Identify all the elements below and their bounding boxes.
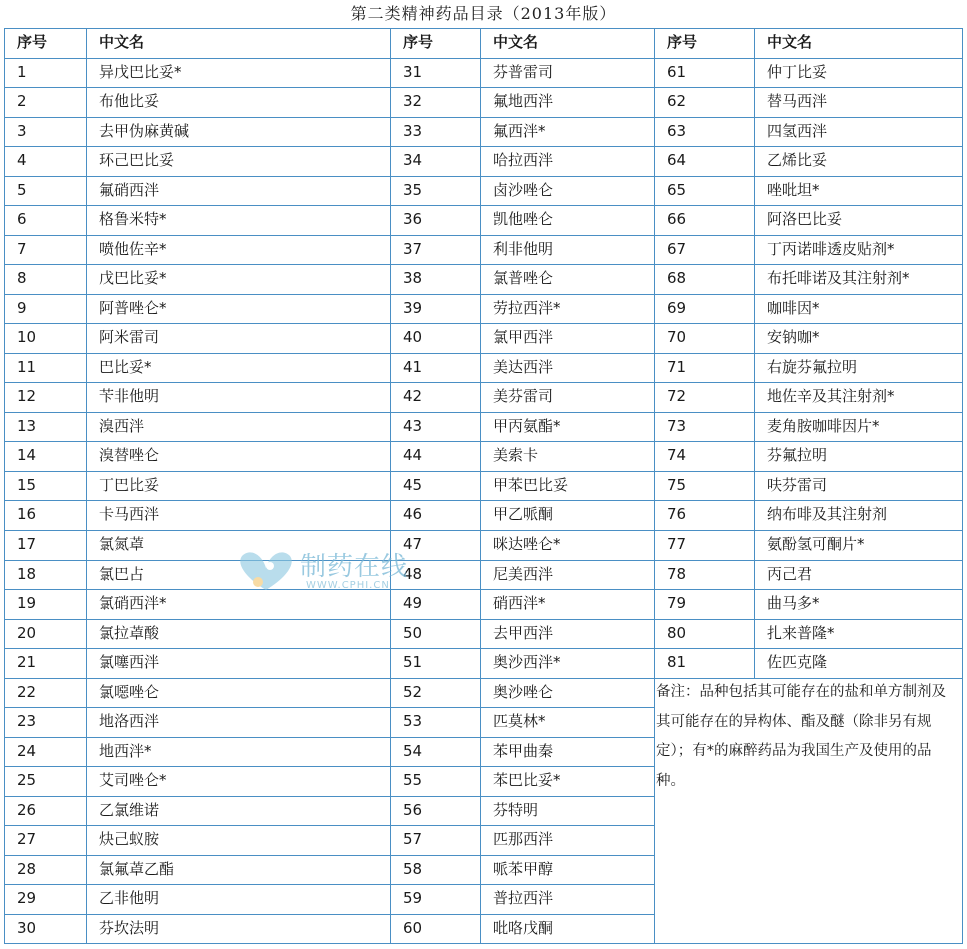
row-serial: 65: [667, 181, 687, 199]
row-serial: 6: [17, 210, 27, 228]
row-drug-name: 炔己蚁胺: [99, 830, 160, 848]
row-drug-name: 美索卡: [493, 446, 539, 464]
row-drug-name: 地洛西泮: [99, 712, 160, 730]
row-drug-name: 氟西泮*: [493, 122, 546, 140]
row-drug-name: 芬普雷司: [493, 63, 554, 81]
row-serial: 32: [403, 92, 423, 110]
row-serial: 76: [667, 505, 687, 523]
row-serial: 69: [667, 299, 687, 317]
row-drug-name: 甲乙哌酮: [493, 505, 554, 523]
row-drug-name: 格鲁米特*: [99, 210, 167, 228]
row-drug-name: 苄非他明: [99, 387, 160, 405]
grid-vline: [86, 28, 87, 944]
row-drug-name: 地佐辛及其注射剂*: [767, 387, 895, 405]
row-serial: 64: [667, 151, 687, 169]
row-serial: 12: [17, 387, 37, 405]
row-serial: 16: [17, 505, 37, 523]
row-drug-name: 纳布啡及其注射剂: [767, 505, 888, 523]
row-serial: 15: [17, 476, 37, 494]
row-drug-name: 仲丁比妥: [767, 63, 828, 81]
row-drug-name: 甲苯巴比妥: [493, 476, 569, 494]
row-serial: 39: [403, 299, 423, 317]
row-serial: 63: [667, 122, 687, 140]
row-drug-name: 阿普唑仑*: [99, 299, 167, 317]
watermark-url: WWW.CPHI.CN: [306, 580, 390, 591]
row-drug-name: 乙非他明: [99, 889, 160, 907]
row-drug-name: 氨酚氢可酮片*: [767, 535, 865, 553]
row-drug-name: 麦角胺咖啡因片*: [767, 417, 880, 435]
row-serial: 66: [667, 210, 687, 228]
row-drug-name: 哌苯甲醇: [493, 860, 554, 878]
watermark-logo-icon: [236, 546, 296, 594]
row-serial: 51: [403, 653, 423, 671]
row-serial: 59: [403, 889, 423, 907]
row-serial: 79: [667, 594, 687, 612]
row-drug-name: 阿米雷司: [99, 328, 160, 346]
row-serial: 44: [403, 446, 423, 464]
row-drug-name: 氯噻西泮: [99, 653, 160, 671]
row-drug-name: 氯巴占: [99, 565, 145, 583]
row-drug-name: 匹莫林*: [493, 712, 546, 730]
row-serial: 18: [17, 565, 37, 583]
row-serial: 33: [403, 122, 423, 140]
row-drug-name: 美达西泮: [493, 358, 554, 376]
row-serial: 30: [17, 919, 37, 937]
row-serial: 5: [17, 181, 27, 199]
row-serial: 40: [403, 328, 423, 346]
row-drug-name: 甲丙氨酯*: [493, 417, 561, 435]
grid-vline: [390, 28, 391, 944]
grid-vline: [962, 28, 963, 944]
grid-hline: [4, 943, 963, 944]
row-serial: 7: [17, 240, 27, 258]
row-drug-name: 呋芬雷司: [767, 476, 828, 494]
row-serial: 46: [403, 505, 423, 523]
row-serial: 29: [17, 889, 37, 907]
row-drug-name: 硝西泮*: [493, 594, 546, 612]
row-drug-name: 异戊巴比妥*: [99, 63, 182, 81]
row-drug-name: 普拉西泮: [493, 889, 554, 907]
row-serial: 21: [17, 653, 37, 671]
header-name: 中文名: [493, 33, 539, 51]
row-drug-name: 曲马多*: [767, 594, 820, 612]
row-serial: 4: [17, 151, 27, 169]
row-serial: 62: [667, 92, 687, 110]
row-serial: 37: [403, 240, 423, 258]
row-drug-name: 咪达唑仑*: [493, 535, 561, 553]
watermark-name: 制药在线: [300, 552, 409, 582]
row-drug-name: 苯甲曲秦: [493, 742, 554, 760]
row-serial: 54: [403, 742, 423, 760]
row-serial: 78: [667, 565, 687, 583]
row-serial: 17: [17, 535, 37, 553]
row-drug-name: 右旋芬氟拉明: [767, 358, 858, 376]
row-serial: 55: [403, 771, 423, 789]
row-serial: 49: [403, 594, 423, 612]
row-serial: 48: [403, 565, 423, 583]
grid-vline: [480, 28, 481, 944]
row-drug-name: 唑吡坦*: [767, 181, 820, 199]
row-drug-name: 喷他佐辛*: [99, 240, 167, 258]
row-serial: 23: [17, 712, 37, 730]
row-drug-name: 苯巴比妥*: [493, 771, 561, 789]
header-serial: 序号: [403, 33, 434, 51]
row-serial: 9: [17, 299, 27, 317]
row-drug-name: 咖啡因*: [767, 299, 820, 317]
grid-vline: [754, 28, 755, 679]
row-drug-name: 地西泮*: [99, 742, 152, 760]
row-serial: 27: [17, 830, 37, 848]
row-drug-name: 巴比妥*: [99, 358, 152, 376]
row-drug-name: 环己巴比妥: [99, 151, 175, 169]
table-note: 备注：品种包括其可能存在的盐和单方制剂及其可能存在的异构体、酯及醚（除非另有规定）；有*的麻醉药品为我国生产及使用的品种。: [656, 684, 946, 789]
row-drug-name: 卡马西泮: [99, 505, 160, 523]
row-drug-name: 艾司唑仑*: [99, 771, 167, 789]
row-drug-name: 芬特明: [493, 801, 539, 819]
row-drug-name: 哈拉西泮: [493, 151, 554, 169]
row-serial: 73: [667, 417, 687, 435]
row-drug-name: 戊巴比妥*: [99, 269, 167, 287]
row-drug-name: 四氢西泮: [767, 122, 828, 140]
row-serial: 75: [667, 476, 687, 494]
row-drug-name: 氯普唑仑: [493, 269, 554, 287]
row-serial: 72: [667, 387, 687, 405]
row-drug-name: 布他比妥: [99, 92, 160, 110]
row-drug-name: 佐匹克隆: [767, 653, 828, 671]
row-serial: 45: [403, 476, 423, 494]
row-serial: 13: [17, 417, 37, 435]
row-drug-name: 奥沙西泮*: [493, 653, 561, 671]
row-drug-name: 芬坎法明: [99, 919, 160, 937]
row-drug-name: 吡咯戊酮: [493, 919, 554, 937]
row-drug-name: 匹那西泮: [493, 830, 554, 848]
row-serial: 71: [667, 358, 687, 376]
row-serial: 28: [17, 860, 37, 878]
row-drug-name: 氯拉䓬酸: [99, 624, 160, 642]
row-drug-name: 卤沙唑仑: [493, 181, 554, 199]
row-drug-name: 溴替唑仑: [99, 446, 160, 464]
row-serial: 67: [667, 240, 687, 258]
row-serial: 58: [403, 860, 423, 878]
row-serial: 74: [667, 446, 687, 464]
row-serial: 61: [667, 63, 687, 81]
row-drug-name: 溴西泮: [99, 417, 145, 435]
row-serial: 25: [17, 771, 37, 789]
row-serial: 77: [667, 535, 687, 553]
row-drug-name: 氟地西泮: [493, 92, 554, 110]
grid-vline: [4, 28, 5, 944]
row-drug-name: 丁巴比妥: [99, 476, 160, 494]
grid-vline: [654, 28, 655, 944]
row-serial: 11: [17, 358, 37, 376]
row-serial: 56: [403, 801, 423, 819]
grid-hline: [4, 28, 963, 29]
row-serial: 52: [403, 683, 423, 701]
grid-hline: [4, 560, 963, 561]
row-drug-name: 丙己君: [767, 565, 813, 583]
row-drug-name: 奥沙唑仑: [493, 683, 554, 701]
row-serial: 2: [17, 92, 27, 110]
row-drug-name: 安钠咖*: [767, 328, 820, 346]
row-drug-name: 芬氟拉明: [767, 446, 828, 464]
row-serial: 53: [403, 712, 423, 730]
row-serial: 42: [403, 387, 423, 405]
row-drug-name: 氯氮䓬: [99, 535, 145, 553]
row-drug-name: 乙氯维诺: [99, 801, 160, 819]
row-serial: 35: [403, 181, 423, 199]
row-serial: 26: [17, 801, 37, 819]
row-serial: 81: [667, 653, 687, 671]
row-serial: 47: [403, 535, 423, 553]
row-serial: 68: [667, 269, 687, 287]
page-title: 第二类精神药品目录（2013年版）: [350, 4, 617, 23]
drug-table: [4, 28, 963, 944]
row-serial: 43: [403, 417, 423, 435]
row-serial: 19: [17, 594, 37, 612]
row-drug-name: 布托啡诺及其注射剂*: [767, 269, 910, 287]
row-serial: 3: [17, 122, 27, 140]
row-drug-name: 劳拉西泮*: [493, 299, 561, 317]
row-serial: 80: [667, 624, 687, 642]
row-drug-name: 氯噁唑仑: [99, 683, 160, 701]
header-name: 中文名: [99, 33, 145, 51]
row-drug-name: 利非他明: [493, 240, 554, 258]
row-serial: 34: [403, 151, 423, 169]
row-serial: 50: [403, 624, 423, 642]
row-drug-name: 美芬雷司: [493, 387, 554, 405]
row-drug-name: 替马西泮: [767, 92, 828, 110]
row-drug-name: 氯氟䓬乙酯: [99, 860, 175, 878]
row-serial: 31: [403, 63, 423, 81]
row-drug-name: 尼美西泮: [493, 565, 554, 583]
row-serial: 36: [403, 210, 423, 228]
row-serial: 22: [17, 683, 37, 701]
watermark: [236, 544, 436, 600]
row-serial: 10: [17, 328, 37, 346]
row-serial: 60: [403, 919, 423, 937]
row-drug-name: 阿洛巴比妥: [767, 210, 843, 228]
row-drug-name: 去甲西泮: [493, 624, 554, 642]
row-serial: 70: [667, 328, 687, 346]
row-drug-name: 扎来普隆*: [767, 624, 835, 642]
row-serial: 20: [17, 624, 37, 642]
row-drug-name: 凯他唑仑: [493, 210, 554, 228]
row-drug-name: 氯硝西泮*: [99, 594, 167, 612]
row-serial: 38: [403, 269, 423, 287]
row-drug-name: 丁丙诺啡透皮贴剂*: [767, 240, 895, 258]
header-serial: 序号: [17, 33, 48, 51]
row-drug-name: 氟硝西泮: [99, 181, 160, 199]
row-serial: 57: [403, 830, 423, 848]
row-serial: 24: [17, 742, 37, 760]
row-drug-name: 氯甲西泮: [493, 328, 554, 346]
row-serial: 14: [17, 446, 37, 464]
row-serial: 8: [17, 269, 27, 287]
row-drug-name: 乙烯比妥: [767, 151, 828, 169]
row-drug-name: 去甲伪麻黄碱: [99, 122, 190, 140]
header-name: 中文名: [767, 33, 813, 51]
header-serial: 序号: [667, 33, 698, 51]
row-serial: 41: [403, 358, 423, 376]
row-serial: 1: [17, 63, 27, 81]
